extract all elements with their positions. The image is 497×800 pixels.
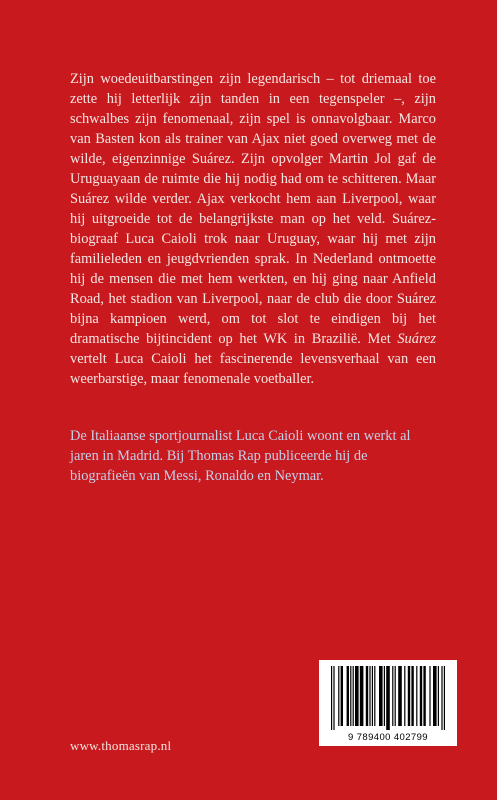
- barcode-bar: [384, 666, 385, 726]
- blurb-text: [70, 69, 436, 389]
- barcode-bar: [411, 666, 413, 726]
- barcode-bar: [372, 666, 373, 726]
- barcode-bar: [395, 666, 396, 726]
- blurb-part-1: Zijn woedeuitbarstingen zijn legendarisch – tot driemaal toe zette hij letterlijk zijn tanden in een tegenspeler –, zijn schwalbes zijn fenomenaal, zijn spel is onnavolgbaar. Marco van Basten kon als trainer van Ajax niet goed overweg met de wilde, eigenzinnige Suárez. Zijn opvolger Martin Jol gaf de Uruguayaan de ruimte die hij nodig had om te schitteren. Maar Suárez wilde verder. Ajax verkocht hem aan Liverpool, waar hij uitgroeide tot de belangrijkste man op het veld. Suárez-biograaf Luca Caioli trok naar Uruguay, waar hij met zijn familieleden en jeugdvrienden sprak. In Nederland ontmoette hij de mensen die met hem werkten, en hij ging naar Anfield Road, het stadion van Liverpool, naar de club die door Suárez bijna kampioen werd, om tot slot te eindigen bij het dramatische bijtincident op het WK in Brazilië. Met: [70, 71, 436, 347]
- barcode-bar: [429, 666, 430, 726]
- barcode-bar: [444, 666, 445, 730]
- barcode-bar: [360, 666, 364, 726]
- barcode-bar: [392, 666, 393, 726]
- barcode-graphic: [319, 660, 457, 746]
- barcode-bar: [331, 666, 332, 730]
- barcode-bar: [404, 666, 405, 726]
- barcode-bar: [350, 666, 351, 726]
- barcode-bar: [341, 666, 343, 726]
- publisher-website: www.thomasrap.nl: [70, 738, 172, 753]
- barcode-bar: [420, 666, 422, 726]
- barcode-bar: [386, 666, 390, 730]
- barcode-bar: [353, 666, 354, 726]
- barcode-bar: [333, 666, 334, 730]
- barcode-bar: [374, 666, 375, 726]
- barcode-bar: [408, 666, 410, 726]
- isbn-digits: 9 789400 402799: [348, 732, 428, 743]
- author-bio: De Italiaanse sportjournalist Luca Caioli woont en werkt al jaren in Madrid. Bij Thomas Rap publiceerde hij de biografieën van Messi, Ronaldo en Neymar.: [70, 428, 411, 484]
- barcode-bar: [433, 666, 437, 726]
- barcode-bar: [366, 666, 368, 726]
- isbn-barcode: [319, 660, 457, 746]
- blurb-part-2: vertelt Luca Caioli het fascinerende levensverhaal van een weerbarstige, maar fenomenale voetballer.: [70, 351, 436, 387]
- barcode-bar: [379, 666, 383, 726]
- barcode-bar: [347, 666, 349, 726]
- barcode-bar: [441, 666, 442, 730]
- barcode-bar: [438, 666, 439, 726]
- barcode-bar: [355, 666, 359, 726]
- barcode-bar: [416, 666, 417, 726]
- blurb-italic-title: Suárez: [397, 331, 436, 347]
- barcode-bar: [338, 666, 339, 726]
- barcode-bar: [423, 666, 425, 726]
- barcode-bar: [369, 666, 370, 726]
- barcode-bar: [398, 666, 402, 726]
